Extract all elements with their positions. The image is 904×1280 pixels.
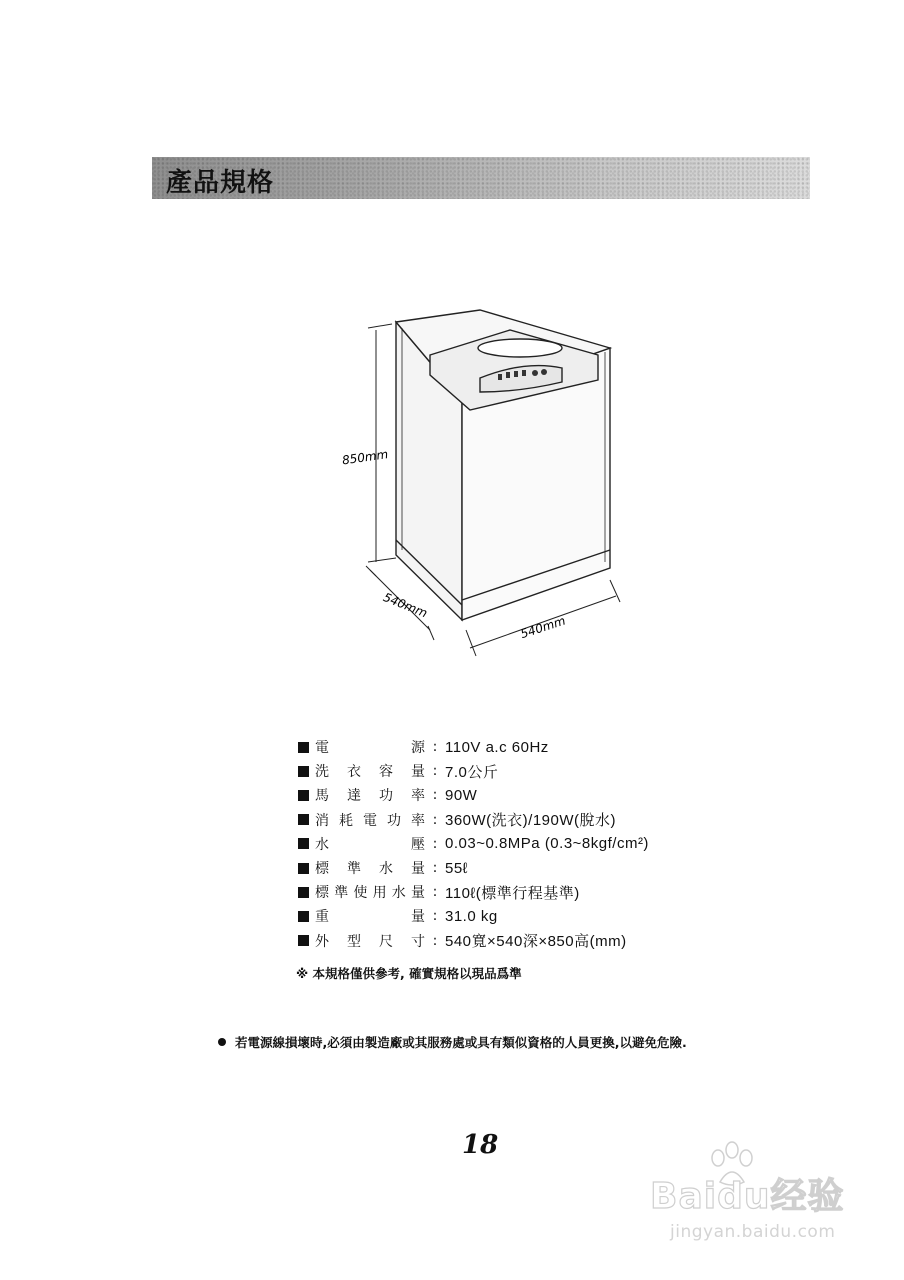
spec-colon: : xyxy=(432,787,438,804)
spec-colon: : xyxy=(432,932,438,949)
spec-label: 電 源 xyxy=(315,740,425,757)
spec-label: 標準使用水量 xyxy=(315,885,425,902)
spec-list xyxy=(298,735,649,953)
spec-row xyxy=(298,808,649,832)
section-header-bar xyxy=(152,157,810,199)
spec-row xyxy=(298,904,649,928)
spec-colon: : xyxy=(432,860,438,877)
spec-row xyxy=(298,856,649,880)
square-bullet-icon xyxy=(298,911,309,922)
watermark-brand: Baidu经验 xyxy=(650,1176,845,1217)
spec-value: 110ℓ(標準行程基準) xyxy=(445,884,580,902)
washing-machine-illustration xyxy=(330,300,650,670)
spec-colon: : xyxy=(432,739,438,756)
square-bullet-icon xyxy=(298,790,309,801)
spec-value: 0.03~0.8MPa (0.3~8kgf/cm²) xyxy=(445,835,649,853)
spec-label: 重 量 xyxy=(315,909,425,926)
section-title: 產品規格 xyxy=(166,168,275,198)
spec-colon: : xyxy=(432,763,438,780)
spec-value: 110V a.c 60Hz xyxy=(445,738,549,756)
spec-row xyxy=(298,759,649,783)
watermark-url: jingyan.baidu.com xyxy=(670,1222,836,1242)
spec-value: 90W xyxy=(445,786,478,804)
square-bullet-icon xyxy=(298,742,309,753)
warning-text: 若電源線損壞時,必須由製造廠或其服務處或具有類似資格的人員更換,以避免危險. xyxy=(235,1035,687,1050)
reference-note: ※ 本規格僅供參考, 確實規格以現品爲準 xyxy=(296,966,522,981)
spec-colon: : xyxy=(432,884,438,901)
spec-label: 水 壓 xyxy=(315,836,425,853)
square-bullet-icon xyxy=(298,935,309,946)
width-dimension-label: 540mm xyxy=(518,613,568,642)
spec-value: 55ℓ xyxy=(445,859,469,877)
spec-value: 31.0 kg xyxy=(445,907,498,925)
height-dimension-label: 850mm xyxy=(341,447,389,468)
baidu-watermark xyxy=(640,1140,870,1250)
square-bullet-icon xyxy=(298,887,309,898)
spec-label: 外型尺寸 xyxy=(315,933,425,950)
spec-value: 7.0公斤 xyxy=(445,763,499,781)
spec-row xyxy=(298,735,649,759)
page-number: 18 xyxy=(462,1130,499,1160)
square-bullet-icon xyxy=(298,863,309,874)
depth-dimension-label: 540mm xyxy=(381,590,430,621)
square-bullet-icon xyxy=(298,766,309,777)
square-bullet-icon xyxy=(298,814,309,825)
spec-colon: : xyxy=(432,908,438,925)
spec-value: 540寬×540深×850高(mm) xyxy=(445,933,627,951)
spec-label: 洗衣容量 xyxy=(315,764,425,781)
power-cord-warning xyxy=(218,1033,687,1051)
spec-label: 標準水量 xyxy=(315,861,425,878)
spec-row xyxy=(298,783,649,807)
spec-label: 馬達功率 xyxy=(315,788,425,805)
spec-value: 360W(洗衣)/190W(脫水) xyxy=(445,812,617,830)
spec-label: 消耗電功率 xyxy=(315,812,425,829)
bullet-dot-icon xyxy=(218,1038,226,1046)
spec-colon: : xyxy=(432,811,438,828)
spec-row xyxy=(298,929,649,953)
spec-row xyxy=(298,832,649,856)
spec-row xyxy=(298,880,649,904)
square-bullet-icon xyxy=(298,838,309,849)
spec-colon: : xyxy=(432,835,438,852)
